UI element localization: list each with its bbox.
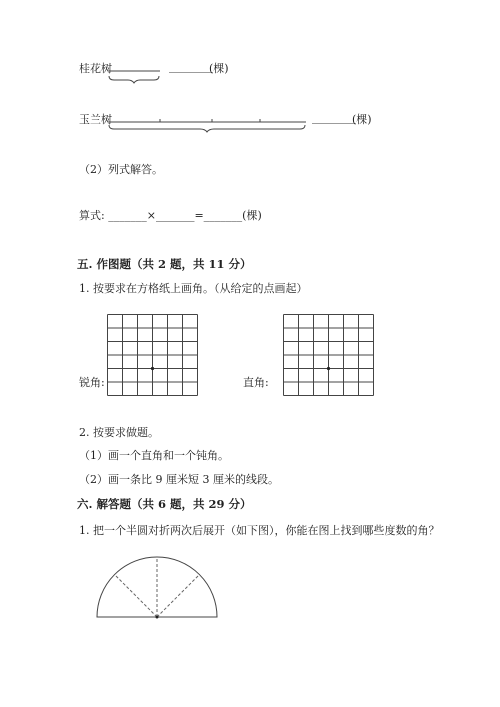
section-5-question-1: 1. 按要求在方格纸上画角。（从给定的点画起） xyxy=(79,282,308,295)
times-sign: × xyxy=(146,209,156,222)
sub-question-2: （2）列式解答。 xyxy=(79,163,163,176)
semicircle-center-point xyxy=(156,616,159,619)
folded-semicircle-figure xyxy=(96,555,218,620)
right-angle-label: 直角: xyxy=(243,376,269,389)
right-angle-grid[interactable] xyxy=(283,314,374,396)
formula-blank-3[interactable]: _______ xyxy=(203,209,243,222)
formula-blank-2[interactable]: _______ xyxy=(155,209,195,222)
section-5-question-2: 2. 按要求做题。 xyxy=(79,426,159,439)
section-6-heading: 六. 解答题（共 6 题，共 29 分） xyxy=(77,497,252,511)
acute-angle-grid[interactable] xyxy=(107,314,198,396)
section-5-question-2-1: （1）画一个直角和一个钝角。 xyxy=(79,449,229,462)
guihuashu-unit: (棵) xyxy=(209,62,229,75)
yulanshu-label: 玉兰树 xyxy=(79,113,112,126)
acute-angle-label: 锐角: xyxy=(79,376,105,389)
formula-unit: (棵) xyxy=(242,209,262,222)
formula-label: 算式: xyxy=(79,209,105,222)
start-point xyxy=(327,367,330,370)
guihuashu-label: 桂花树 xyxy=(79,62,112,75)
section-5-heading: 五. 作图题（共 2 题，共 11 分） xyxy=(77,257,252,271)
yulanshu-answer-blank[interactable]: ________ xyxy=(312,111,356,124)
section-6-question-1: 1. 把一个半圆对折两次后展开（如下图），你能在图上找到哪些度数的角？ xyxy=(79,524,440,537)
yulanshu-segment xyxy=(0,0,500,140)
section-5-question-2-2: （2）画一条比 9 厘米短 3 厘米的线段。 xyxy=(79,473,279,486)
guihuashu-answer-blank[interactable]: ________ xyxy=(169,60,213,73)
formula-blank-1[interactable]: _______ xyxy=(108,209,147,222)
formula-row xyxy=(79,207,262,223)
yulanshu-unit: (棵) xyxy=(352,113,372,126)
equals-sign: = xyxy=(194,209,204,222)
start-point xyxy=(151,367,154,370)
